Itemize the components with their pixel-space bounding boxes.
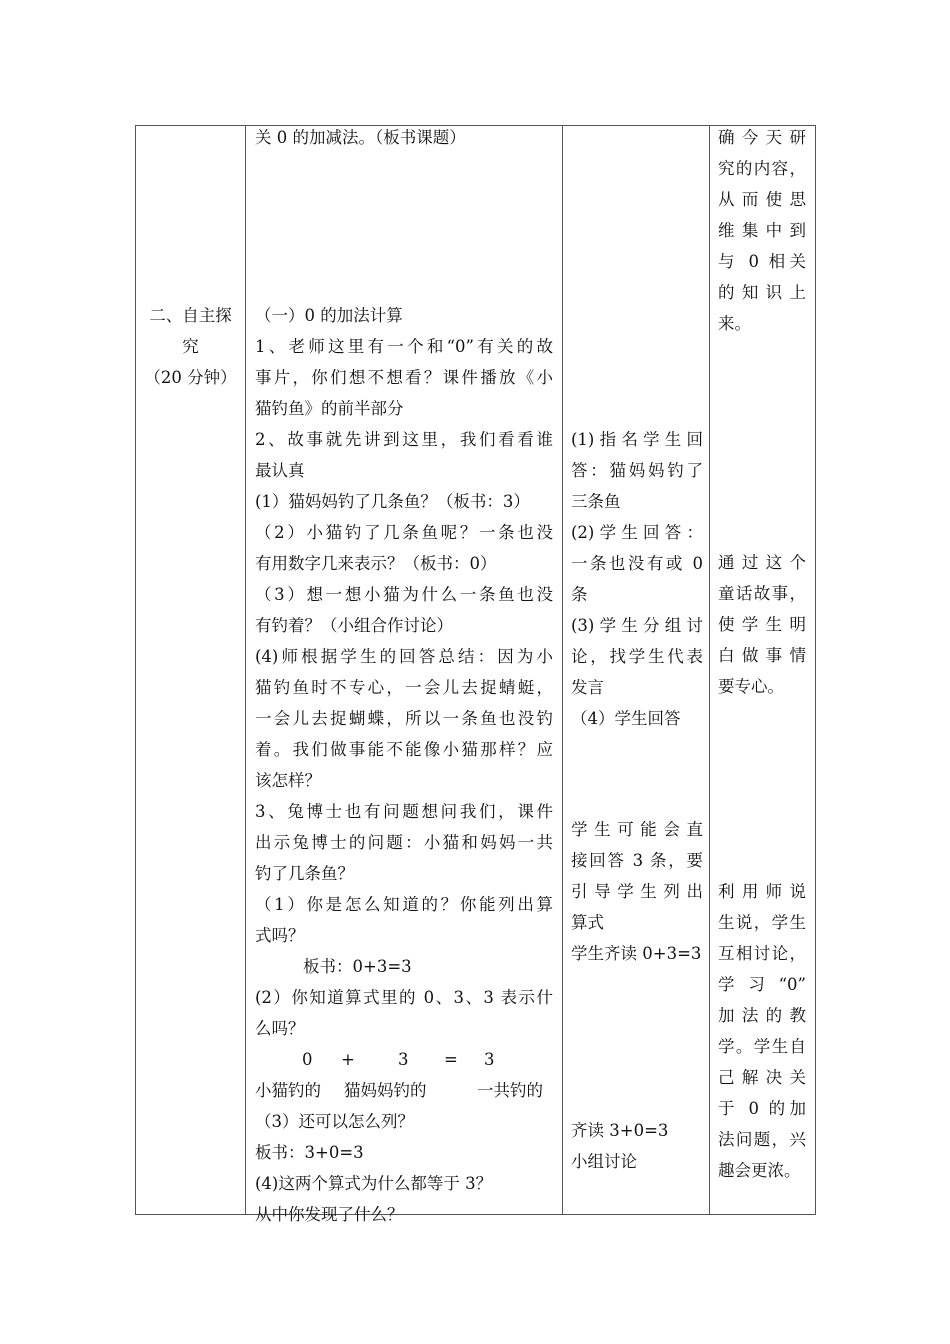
board-note-2: 板书：3+0=3 [255,1143,364,1162]
teacher-subheading: （一）0 的加法计算 [255,306,403,325]
teacher-line: 有用数字几来表示？（板书：0） [255,554,497,573]
student-line: 答：猫妈妈钓了 [571,461,703,480]
teacher-line: 3、兔博士也有问题想问我们，课件 [255,802,553,821]
intent-line: 白做事情 [718,646,806,665]
section-title-line2: 究 [182,337,199,356]
intent-line: 通过这个 [718,553,806,572]
student-line: (3)学生分组讨 [571,616,703,635]
intent-line: 学习“0” [718,975,806,994]
intent-line: 己解决关 [718,1068,806,1087]
equation-meaning-row [255,1075,553,1106]
teacher-line: （1）你是怎么知道的？你能列出算 [255,895,553,914]
intent-line: 学。学生自 [718,1037,806,1056]
intent-line: 加法的教 [718,1006,806,1025]
intent-line: 利用师说 [718,882,806,901]
student-line: 齐读 3+0=3 [571,1121,669,1140]
teacher-line: (4)师根据学生的回答总结：因为小 [255,647,553,666]
intent-line: 法问题，兴 [718,1130,806,1149]
student-line: 一条也没有或 0 [571,554,703,573]
student-line: 条 [571,585,588,604]
student-line: （4）学生回答 [571,709,681,728]
teacher-line: 出示兔博士的问题：小猫和妈妈一共 [255,833,553,852]
teacher-line: 有钓着？（小组合作讨论） [255,616,453,635]
student-activity-cell-a [571,424,703,734]
intent-line: 确今天研 [718,128,806,147]
intent-line: 童话故事， [718,584,806,603]
student-line: 学生齐读 0+3=3 [571,944,702,963]
teacher-line: （2）小猫钓了几条鱼呢？一条也没 [255,523,553,542]
student-line: (1)指名学生回 [571,430,703,449]
teacher-line: (2）你知道算式里的 0、3、3 表示什 [255,988,553,1007]
teacher-line: (1）猫妈妈钓了几条鱼？（板书：3） [255,492,530,511]
student-line: 小组讨论 [571,1152,637,1171]
table-border-left [135,125,136,1215]
teacher-line: 猫钓鱼》的前半部分 [255,399,404,418]
intent-line: 从而使思 [718,190,806,209]
student-activity-cell-c [571,1115,703,1177]
intent-cell-a [718,122,806,339]
student-line: 发言 [571,678,604,697]
teacher-line: 从中你发现了什么？ [255,1205,404,1224]
intent-line: 要专心。 [718,677,784,696]
equation-term: 3 [398,1050,409,1069]
teacher-activity-cell-main [255,300,553,1230]
column-divider-2 [562,125,563,1215]
intent-line: 于 0 的加 [718,1099,806,1118]
student-line: 学生可能会直 [571,820,703,839]
student-activity-cell-b [571,814,703,969]
table-border-right [815,125,816,1215]
section-duration: （20 分钟） [144,368,237,387]
intent-line: 使学生明 [718,615,806,634]
column-divider-3 [709,125,710,1215]
student-line: 论，找学生代表 [571,647,703,666]
intent-line: 的知识上 [718,283,806,302]
board-note-1: 板书：0+3=3 [303,957,412,976]
section-title-line1: 二、自主探 [149,306,232,325]
equation-plus: + [341,1050,355,1069]
intent-line: 趣会更浓。 [718,1161,801,1180]
teacher-line: 式吗？ [255,926,305,945]
intent-cell-b [718,547,806,702]
teacher-line: 猫钓鱼时不专心，一会儿去捉蜻蜓， [255,678,553,697]
section-cell [136,300,245,393]
meaning-total: 一共钓的 [477,1081,543,1100]
teacher-activity-cell [255,122,553,153]
intent-line: 生说，学生 [718,913,806,932]
teacher-line: 该怎样？ [255,771,321,790]
intent-line: 究的内容， [718,159,806,178]
meaning-kitten: 小猫钓的 [255,1081,321,1100]
equation-term: 0 [302,1050,313,1069]
teacher-line: 1、老师这里有一个和“0”有关的故 [255,337,553,356]
intent-line: 来。 [718,314,751,333]
student-line: (2)学生回答： [571,523,703,542]
intent-cell-c [718,876,806,1186]
teacher-line: 着。我们做事能不能像小猫那样？应 [255,740,553,759]
student-line: 算式 [571,913,604,932]
teacher-line: (4)这两个算式为什么都等于 3？ [255,1174,493,1193]
teacher-line: 最认真 [255,461,305,480]
intent-line: 互相讨论， [718,944,806,963]
student-line: 三条鱼 [571,492,621,511]
teacher-line: 么吗？ [255,1019,305,1038]
teacher-line: 钓了几条鱼？ [255,864,354,883]
teacher-line: 关 0 的加减法。（板书课题） [255,128,466,147]
intent-line: 与 0 相关 [718,252,806,271]
teacher-line: （3）想一想小猫为什么一条鱼也没 [255,585,553,604]
teacher-line: （3）还可以怎么列？ [255,1112,414,1131]
teacher-line: 2、故事就先讲到这里，我们看看谁 [255,430,553,449]
equation-term: 3 [484,1050,495,1069]
student-line: 接回答 3 条，要 [571,851,703,870]
intent-line: 维集中到 [718,221,806,240]
column-divider-1 [245,125,246,1215]
meaning-mother: 猫妈妈钓的 [344,1081,427,1100]
teacher-line: 一会儿去捉蝴蝶，所以一条鱼也没钓 [255,709,553,728]
student-line: 引导学生列出 [571,882,703,901]
teacher-line: 事片，你们想不想看？课件播放《小 [255,368,553,387]
equation-equals: = [444,1050,458,1069]
equation-row [255,1044,553,1075]
